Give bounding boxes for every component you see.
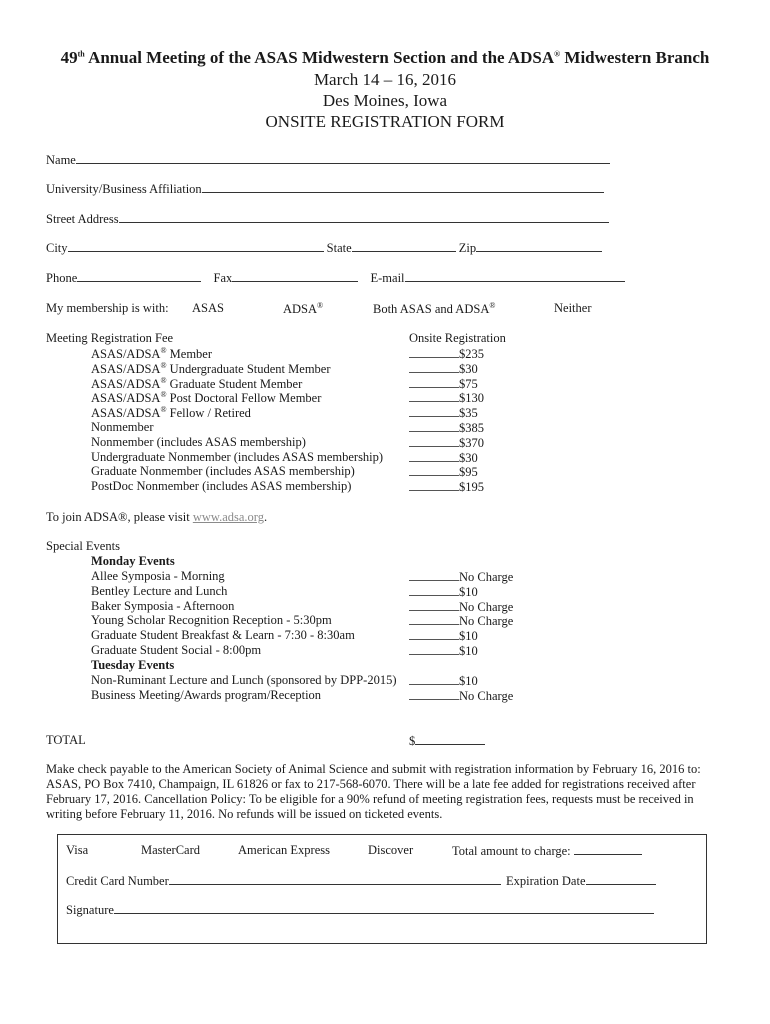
monday-event-price: $10 xyxy=(459,629,478,644)
discover-option[interactable]: Discover xyxy=(368,843,414,857)
fee-name-suffix: Member xyxy=(166,347,213,362)
fee-name: ASAS/ADSA xyxy=(91,347,161,362)
fee-item-price-row xyxy=(409,464,478,480)
fee-item-quantity-input[interactable] xyxy=(409,464,459,476)
fee-item-quantity-input[interactable] xyxy=(409,361,459,373)
fee-item-quantity-input[interactable] xyxy=(409,346,459,358)
tuesday-event-price: $10 xyxy=(459,674,478,688)
fee-item-price: $195 xyxy=(459,480,484,495)
monday-event-label: Bentley Lecture and Lunch xyxy=(91,583,228,598)
registered-mark: ® xyxy=(317,301,324,310)
fee-item-quantity-input[interactable] xyxy=(409,420,459,432)
meeting-location: Des Moines, Iowa xyxy=(322,91,448,110)
fee-item-label xyxy=(91,390,321,406)
form-heading xyxy=(0,48,770,68)
fee-name-suffix: Undergraduate Student Member xyxy=(166,361,331,376)
tuesday-event-price: No Charge xyxy=(459,688,514,703)
total-charge-label: Total amount to charge: xyxy=(452,844,571,858)
monday-event-price: $10 xyxy=(459,584,478,599)
fee-item-label xyxy=(91,450,383,465)
monday-event-price-row xyxy=(409,628,478,644)
fee-item-price-row xyxy=(409,420,484,436)
fax-input[interactable] xyxy=(232,270,358,282)
registered-mark: ® xyxy=(160,360,167,370)
events-heading: Special Events xyxy=(46,539,120,553)
email-input[interactable] xyxy=(405,270,625,282)
fee-name: ASAS/ADSA xyxy=(91,376,161,391)
email-label: E-mail xyxy=(370,271,405,285)
amex-option[interactable]: American Express xyxy=(238,843,330,857)
monday-event-price-row xyxy=(409,569,513,585)
registered-mark: ® xyxy=(160,375,167,385)
fee-item-price-row xyxy=(409,435,484,451)
total-label: TOTAL xyxy=(46,733,86,747)
fee-item-price-row xyxy=(409,376,478,392)
registered-mark: ® xyxy=(160,346,167,355)
tuesday-event-quantity-input[interactable] xyxy=(409,688,459,700)
fee-item-label xyxy=(91,479,351,494)
street-row xyxy=(46,211,609,227)
street-input[interactable] xyxy=(119,211,609,223)
tuesday-event-quantity-input[interactable] xyxy=(409,673,459,685)
instructions-line-4: writing before February 11, 2016. No refunds will be issued on ticketed events. xyxy=(46,807,443,821)
heading-part-a: Annual Meeting of the ASAS Midwestern Section and the ADSA xyxy=(88,48,555,67)
zip-label: Zip xyxy=(458,241,477,255)
mastercard-option[interactable]: MasterCard xyxy=(141,843,201,857)
fee-item-label xyxy=(91,361,331,377)
instructions-line-2: ASAS, PO Box 7410, Champaign, IL 61826 or fax to 217-568-6070. There will be a late fee added for registrations received after xyxy=(46,777,696,791)
fee-item-price-row xyxy=(409,450,478,466)
fee-item-label xyxy=(91,464,355,479)
affiliation-row xyxy=(46,181,604,197)
state-label: State xyxy=(326,241,352,255)
instructions-line-3: February 17, 2016. Cancellation Policy: To be eligible for a 90% refund of meeting registration fees, requests must be received in xyxy=(46,792,694,806)
state-input[interactable] xyxy=(352,240,456,252)
monday-event-label: Allee Symposia - Morning xyxy=(91,569,225,583)
fee-name: ASAS/ADSA xyxy=(91,361,161,376)
fee-item-price: $130 xyxy=(459,391,484,406)
edition-suffix: th xyxy=(77,49,85,59)
fee-item-label xyxy=(91,376,302,392)
card-number-label: Credit Card Number xyxy=(66,874,169,888)
phone-row xyxy=(46,270,625,286)
monday-event-price: No Charge xyxy=(459,614,514,629)
total-charge-row xyxy=(452,843,642,859)
heading-part-b: Midwestern Branch xyxy=(564,48,710,67)
fee-name: Undergraduate Nonmember (includes ASAS membership) xyxy=(91,449,384,464)
join-end: . xyxy=(264,510,268,524)
monday-event-quantity-input[interactable] xyxy=(409,584,459,596)
name-input[interactable] xyxy=(76,152,610,164)
phone-input[interactable] xyxy=(77,270,201,282)
tuesday-event-price-row xyxy=(409,673,478,689)
signature-label: Signature xyxy=(66,903,114,917)
membership-option-neither[interactable]: Neither xyxy=(554,301,592,315)
registered-mark: ® xyxy=(160,405,167,415)
fee-name: PostDoc Nonmember (includes ASAS membership) xyxy=(91,479,352,494)
monday-event-label: Young Scholar Recognition Reception - 5:30pm xyxy=(91,613,332,628)
adsa-link[interactable]: www.adsa.org xyxy=(192,510,264,524)
fee-name-suffix: Fellow / Retired xyxy=(166,406,251,421)
fee-item-price-row xyxy=(409,361,478,377)
phone-label: Phone xyxy=(46,271,78,285)
name-label: Name xyxy=(46,153,76,167)
fee-item-price: $75 xyxy=(459,376,478,391)
membership-option-both[interactable] xyxy=(373,301,495,317)
form-title: ONSITE REGISTRATION FORM xyxy=(265,112,505,131)
membership-option-asas[interactable]: ASAS xyxy=(192,301,224,315)
fee-name-suffix: Graduate Student Member xyxy=(166,376,303,391)
fee-heading: Meeting Registration Fee xyxy=(46,331,174,345)
fee-item-price: $30 xyxy=(459,450,478,465)
fee-item-price: $35 xyxy=(459,406,478,421)
fee-item-label xyxy=(91,435,306,450)
fee-item-price: $30 xyxy=(459,361,478,376)
expiration-row xyxy=(506,873,656,889)
fee-item-quantity-input[interactable] xyxy=(409,479,459,491)
fee-item-price: $235 xyxy=(459,347,484,361)
monday-event-price: $10 xyxy=(459,644,478,658)
fee-item-label xyxy=(91,405,251,421)
total-row xyxy=(409,733,485,749)
monday-event-quantity-input[interactable] xyxy=(409,643,459,655)
monday-event-price: No Charge xyxy=(459,599,514,614)
zip-input[interactable] xyxy=(476,240,602,252)
monday-event-quantity-input[interactable] xyxy=(409,569,459,581)
expiration-label: Expiration Date xyxy=(506,874,586,888)
monday-event-quantity-input[interactable] xyxy=(409,613,459,625)
fee-item-quantity-input[interactable] xyxy=(409,405,459,417)
monday-event-label: Graduate Student Social - 8:00pm xyxy=(91,643,262,657)
edition-number: 49 xyxy=(60,48,78,67)
monday-event-price-row xyxy=(409,613,513,629)
onsite-heading: Onsite Registration xyxy=(409,331,506,345)
total-input[interactable] xyxy=(415,733,485,745)
membership-label: My membership is with: xyxy=(46,301,169,315)
street-label: Street Address xyxy=(46,212,119,226)
monday-event-price-row xyxy=(409,584,478,600)
fee-item-price-row xyxy=(409,390,484,406)
tuesday-event-price-row xyxy=(409,688,513,704)
fee-item-label xyxy=(91,420,153,435)
total-currency: $ xyxy=(409,734,416,748)
tuesday-heading: Tuesday Events xyxy=(91,658,175,672)
signature-row xyxy=(66,902,654,918)
monday-event-price-row xyxy=(409,643,478,659)
fax-label: Fax xyxy=(213,271,233,285)
signature-input[interactable] xyxy=(114,902,654,914)
monday-event-price-row xyxy=(409,599,513,615)
registered-mark: ® xyxy=(554,49,561,59)
city-input[interactable] xyxy=(68,240,324,252)
monday-event-quantity-input[interactable] xyxy=(409,599,459,611)
fee-item-label xyxy=(91,346,212,362)
monday-heading: Monday Events xyxy=(91,554,175,568)
fee-item-price: $370 xyxy=(459,435,484,450)
fee-name-suffix: Post Doctoral Fellow Member xyxy=(166,391,322,406)
name-row xyxy=(46,152,610,168)
card-number-input[interactable] xyxy=(169,873,501,885)
monday-event-label: Graduate Student Breakfast & Learn - 7:30 - 8:30am xyxy=(91,628,355,643)
membership-option-adsa[interactable] xyxy=(283,301,323,317)
meeting-dates: March 14 – 16, 2016 xyxy=(313,70,457,89)
registered-mark: ® xyxy=(160,390,167,400)
fee-item-quantity-input[interactable] xyxy=(409,376,459,388)
fee-item-quantity-input[interactable] xyxy=(409,450,459,462)
fee-item-price-row xyxy=(409,479,484,495)
fee-name: Nonmember (includes ASAS membership) xyxy=(91,434,306,449)
fee-item-price: $385 xyxy=(459,421,484,435)
card-number-row xyxy=(66,873,501,889)
fee-name: Graduate Nonmember (includes ASAS membership) xyxy=(91,464,355,479)
city-row xyxy=(46,240,602,256)
fee-item-price-row xyxy=(409,405,478,421)
monday-event-price: No Charge xyxy=(459,570,514,584)
affiliation-input[interactable] xyxy=(202,181,604,193)
join-text: To join ADSA®, please visit xyxy=(46,510,193,524)
affiliation-label: University/Business Affiliation xyxy=(46,182,202,196)
membership-both-label: Both ASAS and ADSA xyxy=(373,302,490,317)
fee-item-price-row xyxy=(409,346,484,362)
monday-event-quantity-input[interactable] xyxy=(409,628,459,640)
monday-event-label: Baker Symposia - Afternoon xyxy=(91,598,235,613)
membership-adsa-label: ADSA xyxy=(283,302,318,317)
tuesday-event-label: Business Meeting/Awards program/Reception xyxy=(91,687,322,702)
instructions-line-1: Make check payable to the American Society of Animal Science and submit with registration information by February 16, 2016 to: xyxy=(46,762,701,776)
join-adsa-text xyxy=(46,510,267,525)
expiration-input[interactable] xyxy=(586,873,656,885)
tuesday-event-label: Non-Ruminant Lecture and Lunch (sponsored by DPP-2015) xyxy=(91,673,397,687)
fee-item-price: $95 xyxy=(459,465,478,480)
fee-name: ASAS/ADSA xyxy=(91,391,161,406)
fee-item-quantity-input[interactable] xyxy=(409,390,459,402)
city-label: City xyxy=(46,241,68,255)
registered-mark: ® xyxy=(489,301,496,310)
fee-name: ASAS/ADSA xyxy=(91,406,161,421)
fee-item-quantity-input[interactable] xyxy=(409,435,459,447)
total-charge-input[interactable] xyxy=(574,843,642,855)
fee-name: Nonmember xyxy=(91,420,154,434)
visa-option[interactable]: Visa xyxy=(66,843,89,857)
